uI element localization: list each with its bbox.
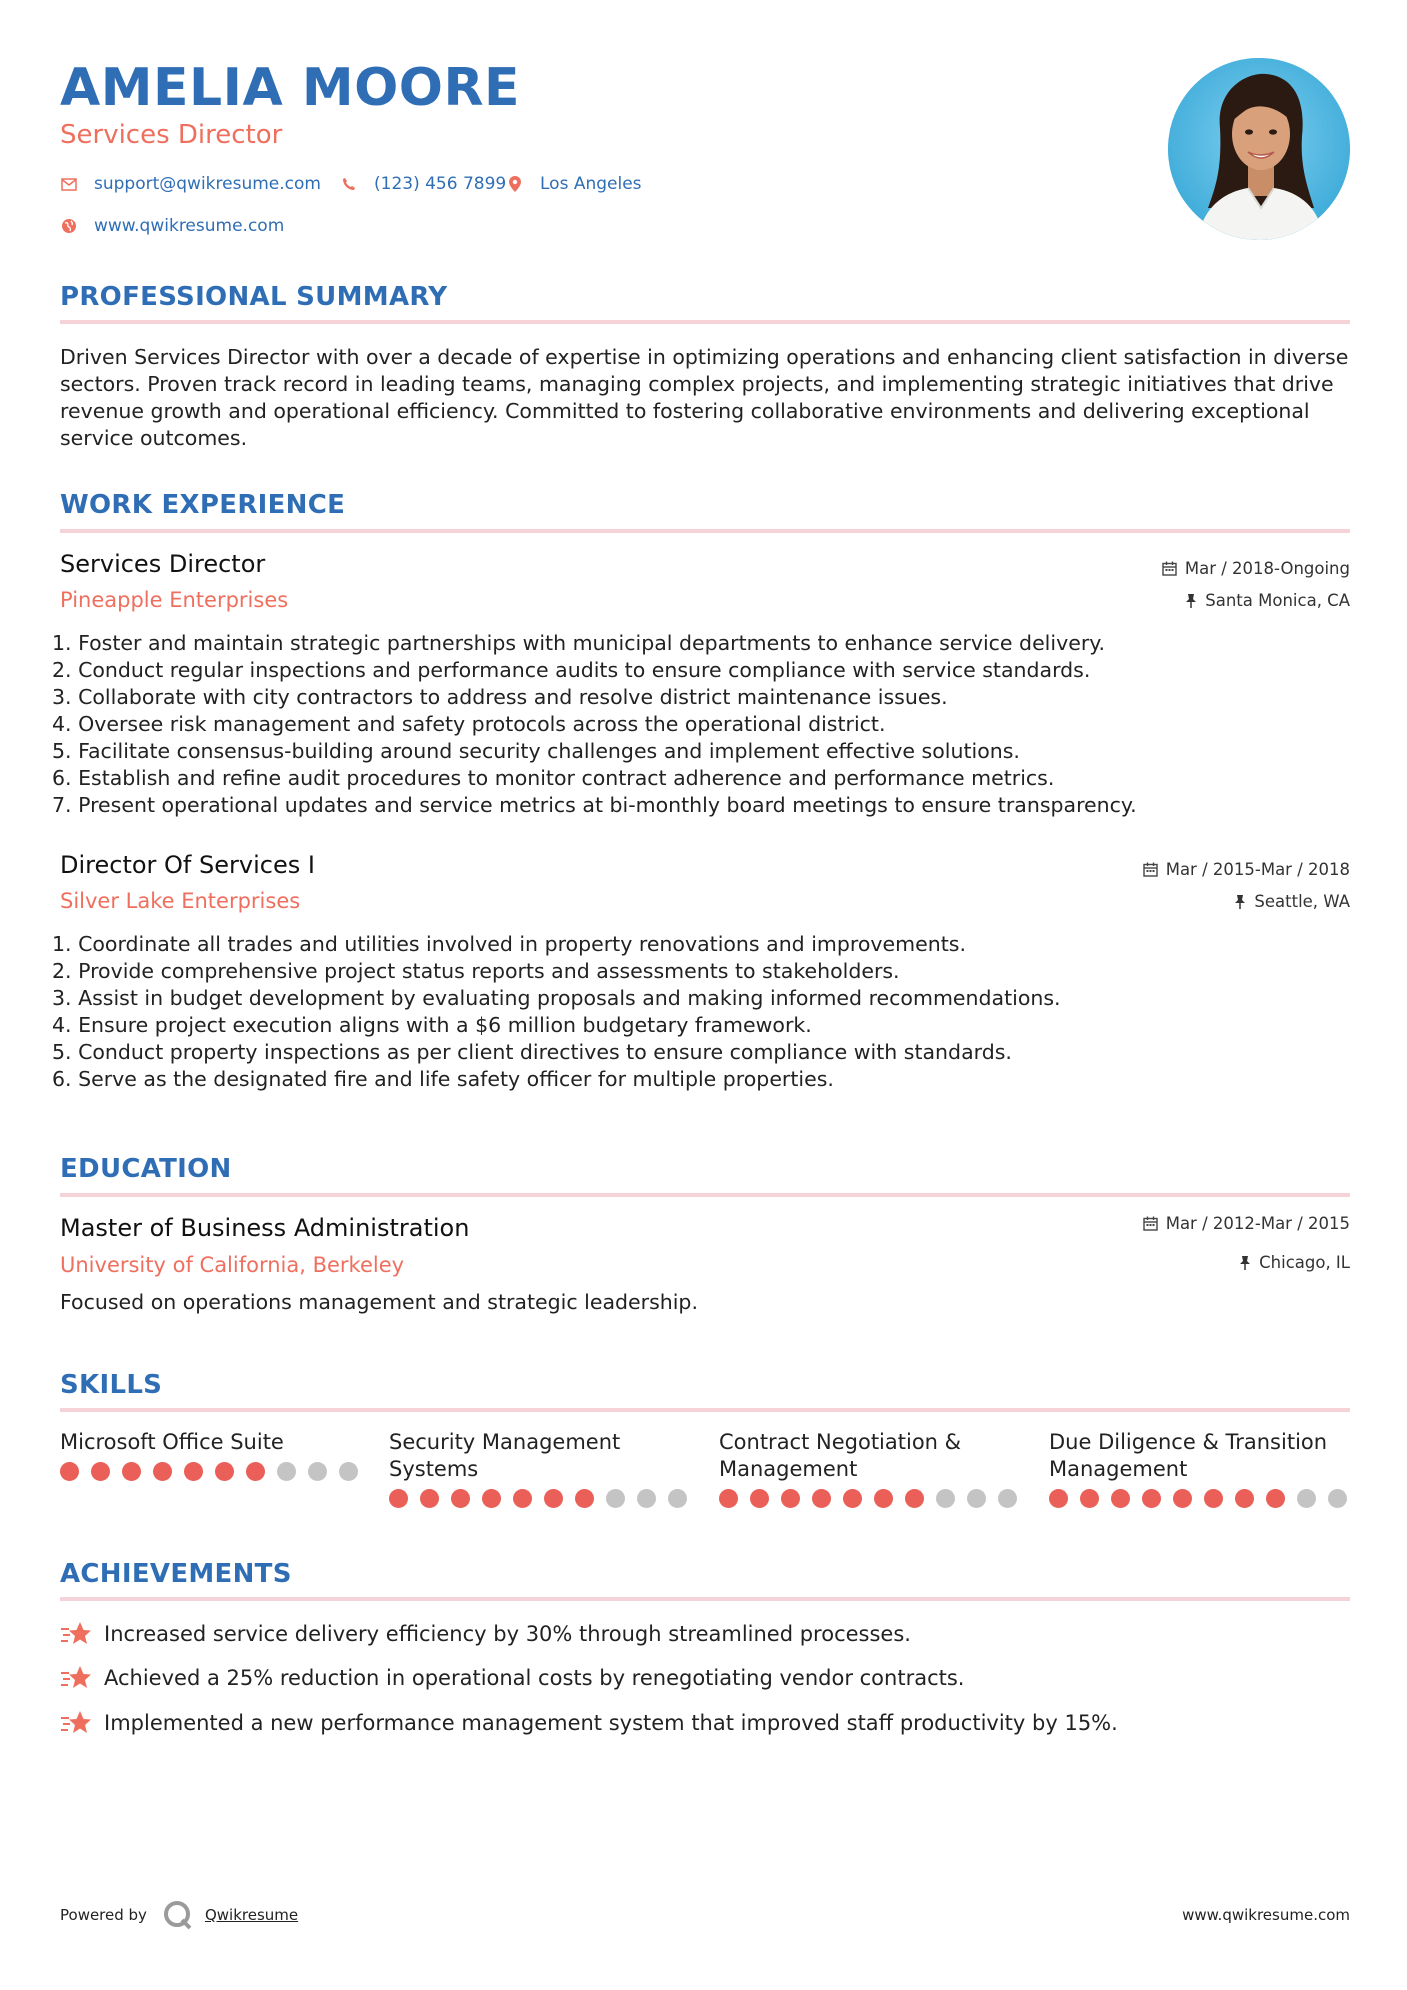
- powered-by-text: Powered by: [60, 1906, 147, 1924]
- contact-phone[interactable]: [340, 174, 506, 194]
- skill-item: [389, 1429, 689, 1508]
- candidate-role: Services Director: [60, 120, 283, 150]
- job-dates: [1162, 559, 1350, 578]
- job-dates-text: Mar / 2018-Ongoing: [1184, 559, 1350, 578]
- skill-name: Contract Negotiation & Management: [719, 1430, 962, 1481]
- list-item: 6. Establish and refine audit procedures to monitor contract adherence and performance metrics.: [52, 766, 1055, 790]
- job-title: Services Director: [60, 550, 266, 578]
- rating-dot-filled: [812, 1489, 831, 1508]
- email-text: support@qwikresume.com: [94, 174, 321, 194]
- phone-text: (123) 456 7899: [374, 174, 507, 194]
- rating-dot-filled: [1111, 1489, 1130, 1508]
- rating-dot-empty: [637, 1489, 656, 1508]
- pushpin-icon: [1239, 1255, 1251, 1270]
- list-item: 5. Conduct property inspections as per client directives to ensure compliance with standards.: [52, 1040, 1012, 1064]
- rating-dot-filled: [215, 1462, 234, 1481]
- rating-dot-empty: [668, 1489, 687, 1508]
- rating-dot-filled: [482, 1489, 501, 1508]
- footer-website[interactable]: www.qwikresume.com: [1182, 1906, 1350, 1924]
- section-divider: [60, 529, 1350, 533]
- envelope-icon: [60, 175, 78, 193]
- list-item: 2. Provide comprehensive project status reports and assessments to stakeholders.: [52, 959, 900, 983]
- job-company: Silver Lake Enterprises: [60, 889, 301, 913]
- education-description: Focused on operations management and strategic leadership.: [60, 1290, 698, 1314]
- education-degree: Master of Business Administration: [60, 1214, 470, 1242]
- rating-dot-filled: [389, 1489, 408, 1508]
- section-title-experience: WORK EXPERIENCE: [60, 490, 346, 520]
- achievement-text: Increased service delivery efficiency by 30% through streamlined processes.: [104, 1622, 911, 1646]
- rating-dot-filled: [1204, 1489, 1223, 1508]
- pushpin-icon: [1185, 593, 1197, 608]
- calendar-icon: [1143, 862, 1158, 877]
- candidate-name: AMELIA MOORE: [60, 58, 521, 118]
- job-location: [1234, 892, 1350, 911]
- education-dates-text: Mar / 2012-Mar / 2015: [1165, 1214, 1350, 1233]
- star-icon: [60, 1664, 92, 1692]
- achievement-item: [60, 1664, 964, 1692]
- contact-website[interactable]: [60, 216, 284, 236]
- rating-dot-filled: [246, 1462, 265, 1481]
- rating-dot-filled: [1049, 1489, 1068, 1508]
- globe-icon: [60, 217, 78, 235]
- job-location-text: Santa Monica, CA: [1205, 591, 1350, 610]
- qwikresume-link[interactable]: Qwikresume: [204, 1906, 299, 1924]
- job-bullets: [52, 630, 1352, 819]
- rating-dot-filled: [1173, 1489, 1192, 1508]
- job-location: [1185, 591, 1350, 610]
- education-location-text: Chicago, IL: [1259, 1253, 1350, 1272]
- list-item: 3. Collaborate with city contractors to address and resolve district maintenance issues.: [52, 685, 948, 709]
- map-pin-icon: [506, 175, 524, 193]
- rating-dot-filled: [1142, 1489, 1161, 1508]
- rating-dot-filled: [451, 1489, 470, 1508]
- section-title-achievements: ACHIEVEMENTS: [60, 1559, 292, 1589]
- contact-email[interactable]: [60, 174, 321, 194]
- section-title-skills: SKILLS: [60, 1370, 163, 1400]
- rating-dot-empty: [967, 1489, 986, 1508]
- list-item: 5. Facilitate consensus-building around security challenges and implement effective solutions.: [52, 739, 1020, 763]
- rating-dot-filled: [719, 1489, 738, 1508]
- section-title-summary: PROFESSIONAL SUMMARY: [60, 282, 448, 312]
- section-divider: [60, 1408, 1350, 1412]
- calendar-icon: [1143, 1216, 1158, 1231]
- rating-dot-filled: [781, 1489, 800, 1508]
- job-dates-text: Mar / 2015-Mar / 2018: [1165, 860, 1350, 879]
- skill-item: [60, 1429, 360, 1481]
- skill-name: Microsoft Office Suite: [60, 1430, 284, 1454]
- rating-dot-filled: [1266, 1489, 1285, 1508]
- achievement-item: [60, 1620, 911, 1648]
- job-company: Pineapple Enterprises: [60, 588, 289, 612]
- phone-icon: [340, 175, 358, 193]
- skill-item: [1049, 1429, 1349, 1508]
- section-divider: [60, 320, 1350, 324]
- achievement-text: Achieved a 25% reduction in operational costs by renegotiating vendor contracts.: [104, 1666, 965, 1690]
- rating-dot-filled: [843, 1489, 862, 1508]
- achievement-item: [60, 1709, 1118, 1737]
- rating-dot-filled: [153, 1462, 172, 1481]
- footer-powered-by: [60, 1900, 298, 1930]
- rating-dot-empty: [998, 1489, 1017, 1508]
- skill-rating: [719, 1489, 1019, 1508]
- job-bullets: [52, 931, 1352, 1093]
- rating-dot-filled: [60, 1462, 79, 1481]
- section-title-education: EDUCATION: [60, 1154, 232, 1184]
- rating-dot-empty: [1297, 1489, 1316, 1508]
- rating-dot-filled: [575, 1489, 594, 1508]
- list-item: 4. Ensure project execution aligns with a $6 million budgetary framework.: [52, 1013, 812, 1037]
- list-item: 1. Coordinate all trades and utilities involved in property renovations and improvements.: [52, 932, 966, 956]
- rating-dot-empty: [606, 1489, 625, 1508]
- section-divider: [60, 1597, 1350, 1601]
- list-item: 7. Present operational updates and service metrics at bi-monthly board meetings to ensure transparency.: [52, 793, 1137, 817]
- rating-dot-filled: [874, 1489, 893, 1508]
- list-item: 3. Assist in budget development by evaluating proposals and making informed recommendations.: [52, 986, 1061, 1010]
- education-location: [1239, 1253, 1350, 1272]
- qwikresume-logo: [163, 1900, 193, 1930]
- skill-name: Due Diligence & Transition Management: [1049, 1430, 1328, 1481]
- section-divider: [60, 1193, 1350, 1197]
- profile-photo: [1168, 58, 1350, 240]
- list-item: 1. Foster and maintain strategic partnerships with municipal departments to enhance service delivery.: [52, 631, 1105, 655]
- rating-dot-filled: [544, 1489, 563, 1508]
- rating-dot-filled: [184, 1462, 203, 1481]
- rating-dot-empty: [308, 1462, 327, 1481]
- website-text: www.qwikresume.com: [94, 216, 285, 236]
- skill-name: Security Management Systems: [389, 1430, 621, 1481]
- job-location-text: Seattle, WA: [1254, 892, 1350, 911]
- education-school: University of California, Berkeley: [60, 1253, 405, 1277]
- rating-dot-empty: [339, 1462, 358, 1481]
- pushpin-icon: [1234, 894, 1246, 909]
- skill-item: [719, 1429, 1019, 1508]
- list-item: 2. Conduct regular inspections and performance audits to ensure compliance with service standards.: [52, 658, 1091, 682]
- achievement-text: Implemented a new performance management system that improved staff productivity by 15%.: [104, 1711, 1118, 1735]
- location-text: Los Angeles: [540, 174, 642, 194]
- contact-location: [506, 174, 642, 194]
- rating-dot-empty: [277, 1462, 296, 1481]
- skill-rating: [60, 1462, 360, 1481]
- star-icon: [60, 1709, 92, 1737]
- skill-rating: [1049, 1489, 1349, 1508]
- education-dates: [1143, 1214, 1350, 1233]
- rating-dot-filled: [1235, 1489, 1254, 1508]
- rating-dot-filled: [905, 1489, 924, 1508]
- rating-dot-filled: [1080, 1489, 1099, 1508]
- skill-rating: [389, 1489, 689, 1508]
- list-item: 4. Oversee risk management and safety protocols across the operational district.: [52, 712, 886, 736]
- rating-dot-filled: [91, 1462, 110, 1481]
- calendar-icon: [1162, 561, 1177, 576]
- rating-dot-empty: [1328, 1489, 1347, 1508]
- job-title: Director Of Services I: [60, 851, 315, 879]
- summary-text: Driven Services Director with over a decade of expertise in optimizing operations and enhancing client satisfaction in diverse sectors. Proven track record in leading teams, managing complex projects, and implementing strategic initiatives that drive revenue growth and operational efficiency. Committed to fostering collaborative environments and delivering exceptional service outcomes.: [60, 345, 1349, 450]
- rating-dot-filled: [750, 1489, 769, 1508]
- rating-dot-filled: [420, 1489, 439, 1508]
- rating-dot-filled: [513, 1489, 532, 1508]
- list-item: 6. Serve as the designated fire and life safety officer for multiple properties.: [52, 1067, 834, 1091]
- rating-dot-empty: [936, 1489, 955, 1508]
- job-dates: [1143, 860, 1350, 879]
- rating-dot-filled: [122, 1462, 141, 1481]
- star-icon: [60, 1620, 92, 1648]
